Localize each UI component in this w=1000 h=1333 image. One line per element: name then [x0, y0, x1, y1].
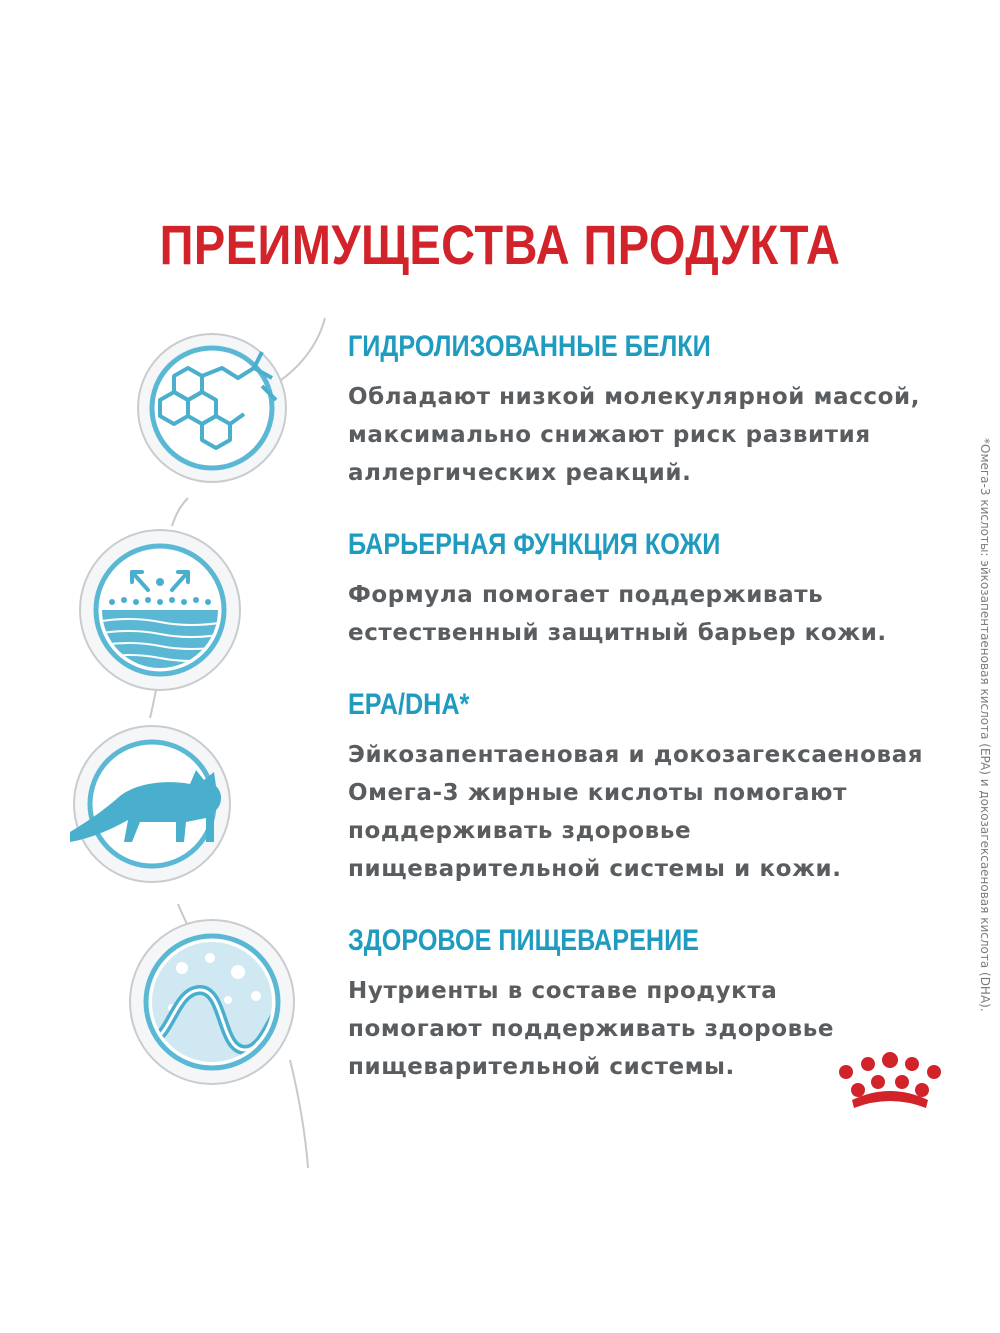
intestine-icon: [130, 920, 294, 1084]
benefit-text: Эйкозапентаеновая и докозагексаеновая Омега-3 жирные кислоты помогают поддерживать здоровье пищеварительной системы и кожи.: [348, 742, 924, 882]
benefit-text: Нутриенты в составе продукта помогают поддерживать здоровье пищеварительной системы.: [348, 978, 835, 1080]
benefit-text: Обладают низкой молекулярной массой, максимально снижают риск развития аллергических реакций.: [348, 384, 921, 486]
skin-barrier-icon: [80, 530, 240, 690]
benefit-heading: ЗДОРОВОЕ ПИЩЕВАРЕНИЕ: [348, 924, 700, 957]
benefit-heading: БАРЬЕРНАЯ ФУНКЦИЯ КОЖИ: [348, 528, 721, 561]
timeline-line: [172, 498, 188, 526]
benefit-skin-barrier: [348, 528, 948, 652]
benefit-hydrolyzed-proteins: [348, 330, 948, 492]
benefit-heading: ГИДРОЛИЗОВАННЫЕ БЕЛКИ: [348, 330, 711, 363]
page-title: ПРЕИМУЩЕСТВА ПРОДУКТА: [159, 213, 841, 276]
molecule-icon: [138, 334, 286, 482]
benefit-epa-dha: [348, 688, 948, 888]
benefit-text: Формула помогает поддерживать естественный защитный барьер кожи.: [348, 582, 887, 646]
timeline-line: [150, 690, 156, 718]
cat-icon: [70, 726, 230, 882]
footnote: *Омега-3 кислоты: эйкозапентаеновая кислота (EPA) и докозагексаеновая кислота (DHA).: [978, 438, 992, 1012]
timeline-line: [290, 1060, 308, 1168]
benefit-healthy-digestion: [348, 924, 948, 1086]
benefit-heading: EPA/DHA*: [348, 688, 470, 721]
